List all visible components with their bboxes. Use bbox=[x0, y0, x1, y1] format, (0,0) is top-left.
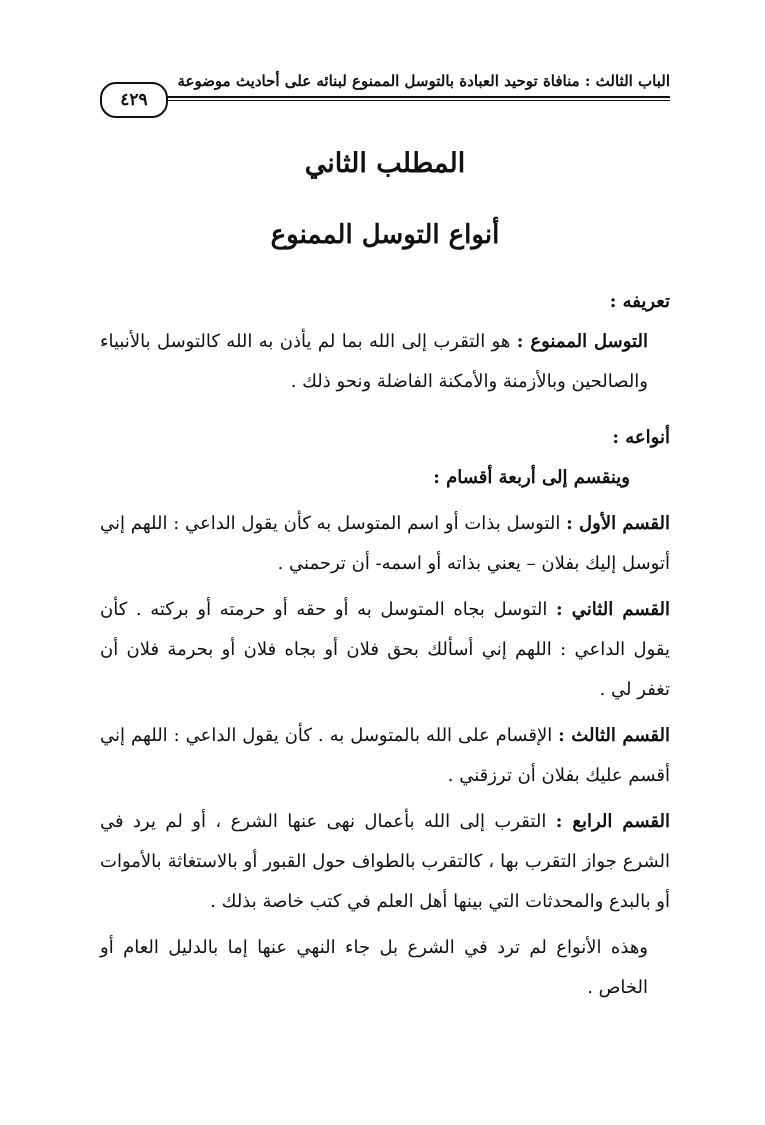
definition-paragraph bbox=[100, 322, 670, 402]
section-title: المطلب الثاني bbox=[304, 148, 466, 179]
chapter-subtitle: منافاة توحيد العبادة بالتوسل الممنوع لبنائه على أحاديث موضوعة bbox=[177, 72, 580, 90]
running-header bbox=[100, 72, 670, 90]
type-text-1: التوسل بذات أو اسم المتوسل به كأن يقول الداعي : اللهم إني أتوسل إليك بفلان – يعني بذاته أو اسمه- أن ترحمني . bbox=[100, 513, 670, 574]
types-heading: أنواعه : bbox=[612, 427, 670, 448]
type-paragraph-3 bbox=[100, 716, 670, 796]
type-label-4: القسم الرابع : bbox=[555, 811, 670, 832]
type-label-3: القسم الثالث : bbox=[558, 725, 670, 746]
definition-term: التوسل الممنوع : bbox=[516, 331, 648, 352]
definition-text: هو التقرب إلى الله بما لم يأذن به الله كالتوسل بالأنبياء والصالحين وبالأزمنة والأمكنة الفاضلة ونحو ذلك . bbox=[100, 331, 648, 392]
type-paragraph-1 bbox=[100, 504, 670, 584]
header-rule bbox=[160, 96, 670, 101]
type-label-1: القسم الأول : bbox=[566, 513, 670, 534]
type-text-2: التوسل بجاه المتوسل به أو حقه أو حرمته أو بركته . كأن يقول الداعي : اللهم إني أسألك بحق فلان أو بجاه فلان أو بحرمة فلان أن تغفر لي . bbox=[100, 599, 670, 700]
type-text-4: التقرب إلى الله بأعمال نهى عنها الشرع ، أو لم يرد في الشرع جواز التقرب بها ، كالتقرب بالطواف حول القبور أو بالاستغاثة بالأموات أو بالبدع والمحدثات التي بينها أهل العلم في كتب خاصة بذلك . bbox=[100, 811, 670, 912]
types-intro: وينقسم إلى أربعة أقسام : bbox=[433, 467, 630, 488]
topic-title: أنواع التوسل الممنوع bbox=[270, 220, 500, 250]
page-number: ٤٢٩ bbox=[100, 82, 168, 118]
closing-paragraph: وهذه الأنواع لم ترد في الشرع بل جاء النهي عنها إما بالدليل العام أو الخاص . bbox=[100, 937, 648, 998]
type-paragraph-4 bbox=[100, 802, 670, 922]
definition-heading: تعريفه : bbox=[609, 291, 670, 312]
type-text-3: الإقسام على الله بالمتوسل به . كأن يقول الداعي : اللهم إني أقسم عليك بفلان أن ترزقني . bbox=[100, 725, 670, 786]
type-paragraph-2 bbox=[100, 590, 670, 710]
body-text bbox=[100, 282, 670, 1008]
chapter-label: الباب الثالث : bbox=[584, 72, 670, 90]
type-label-2: القسم الثاني : bbox=[556, 599, 670, 620]
